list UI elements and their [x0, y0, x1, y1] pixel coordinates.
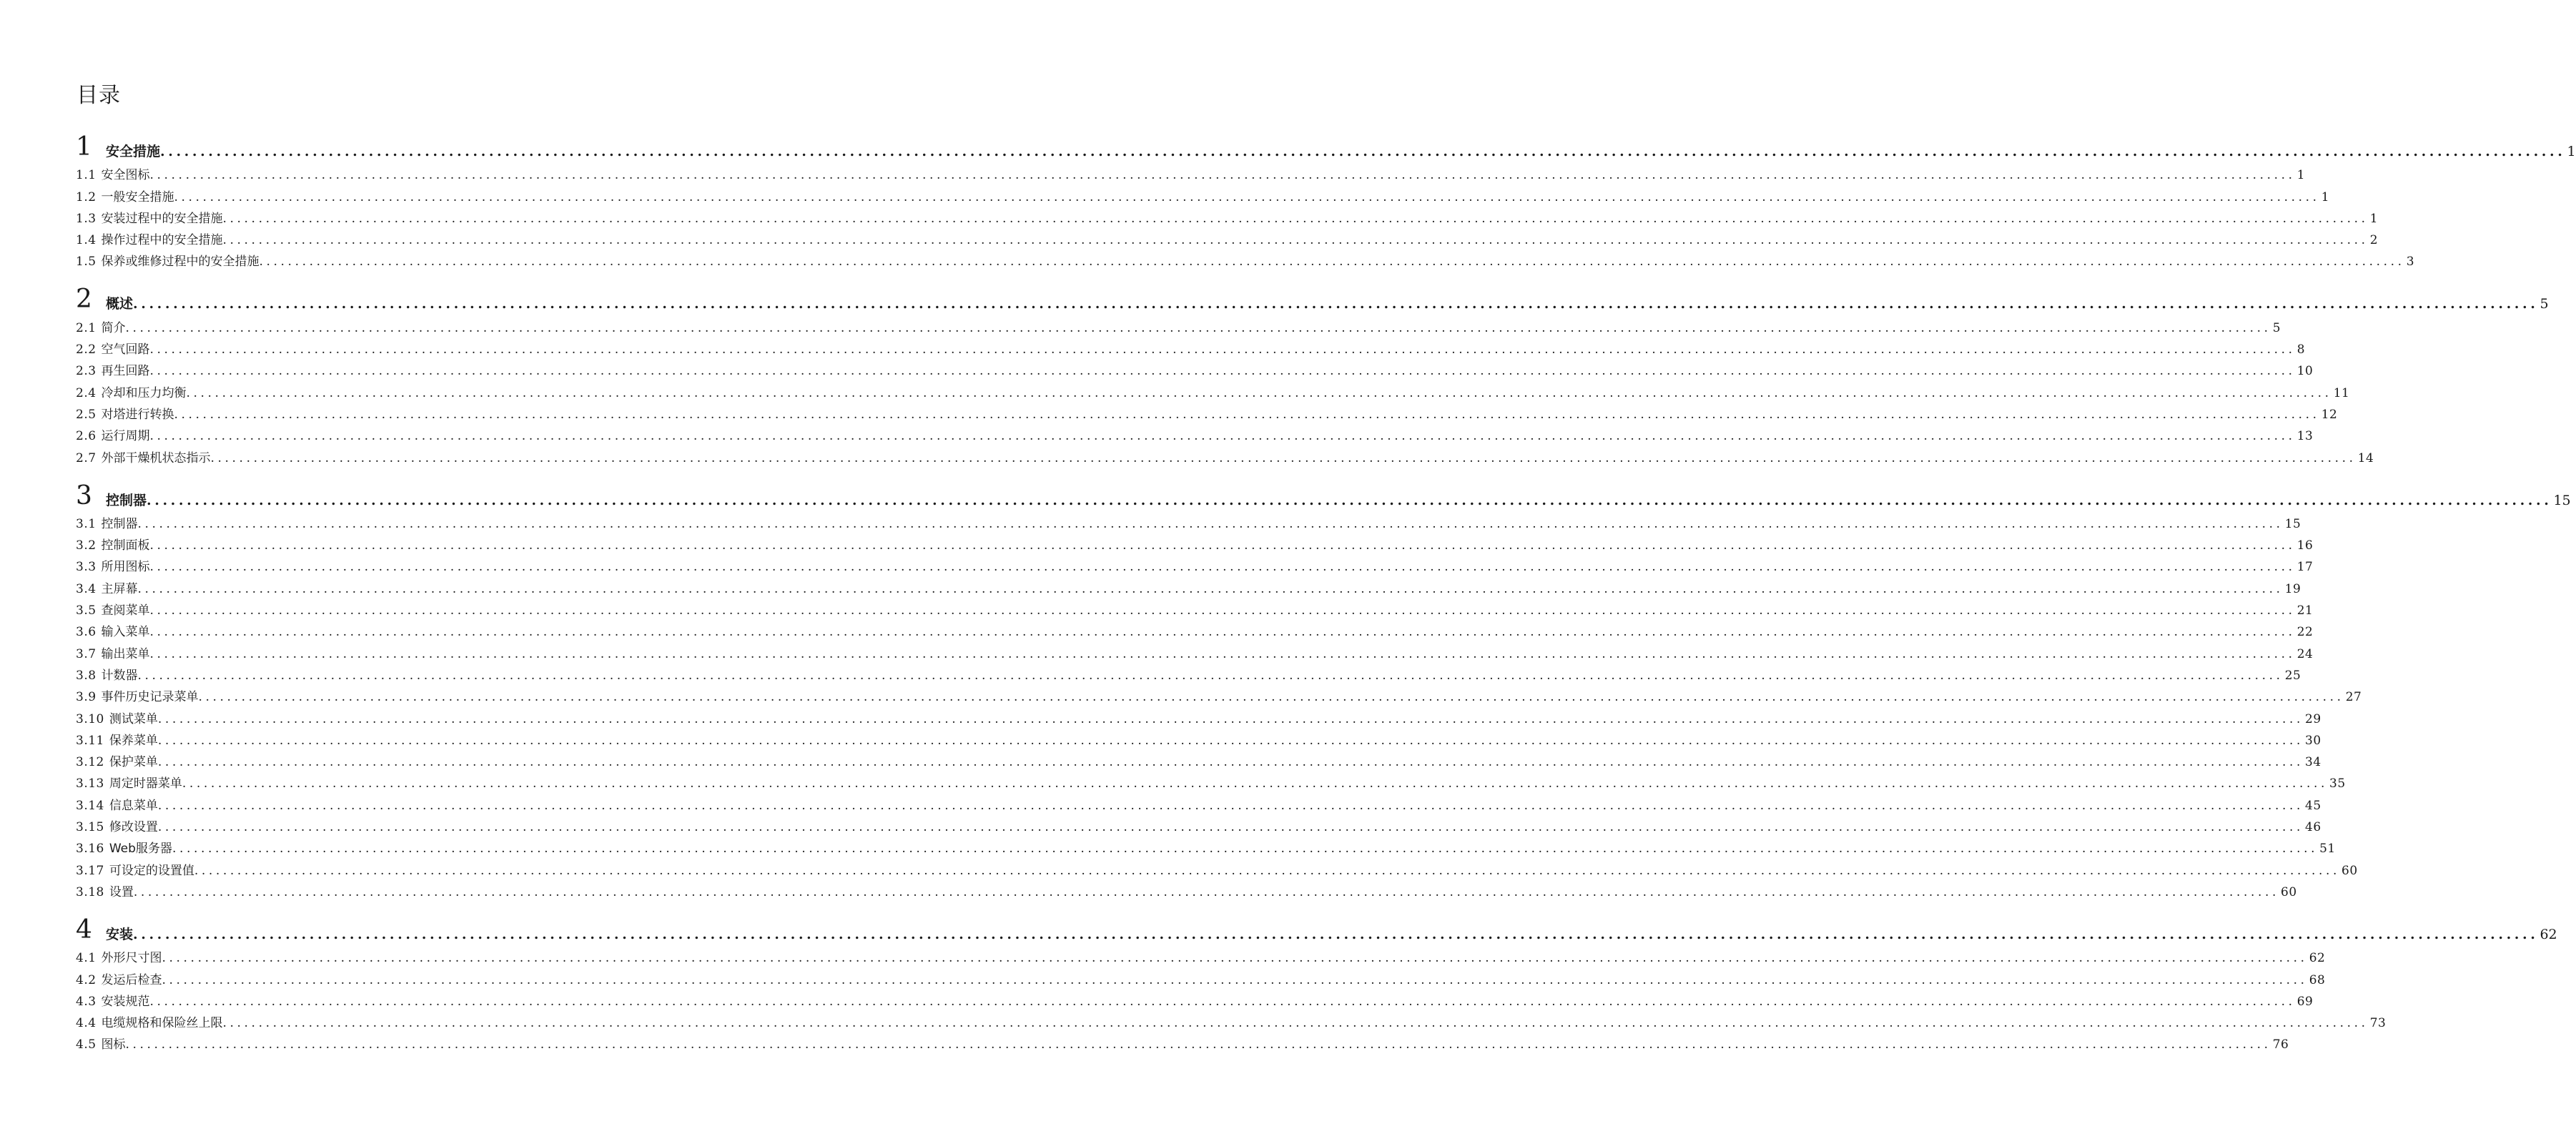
section-page-number: 73	[2369, 1016, 2387, 1031]
dot-leader: ............................................................................................................................................................................................................................................................................................................	[133, 926, 2539, 942]
section-number: 3.18	[76, 884, 104, 899]
dot-leader: ............................................................................................................................................................................................................................................................................................................	[149, 538, 2296, 553]
toc-section-entry[interactable]	[76, 553, 2314, 575]
section-number: 4.3	[76, 994, 97, 1009]
section-title: 保护菜单	[109, 755, 158, 770]
section-page-number: 69	[2296, 994, 2314, 1009]
dot-leader: ............................................................................................................................................................................................................................................................................................................	[149, 994, 2296, 1009]
dot-leader: ............................................................................................................................................................................................................................................................................................................	[160, 144, 2566, 159]
table-of-contents	[76, 120, 2576, 1052]
dot-leader: ............................................................................................................................................................................................................................................................................................................	[157, 711, 2304, 726]
dot-leader: ............................................................................................................................................................................................................................................................................................................	[259, 255, 2405, 270]
section-page-number: 30	[2305, 733, 2321, 748]
dot-leader: ............................................................................................................................................................................................................................................................................................................	[137, 516, 2284, 531]
dot-leader: ............................................................................................................................................................................................................................................................................................................	[172, 842, 2319, 857]
section-number: 4.2	[76, 972, 97, 987]
section-number: 2.5	[76, 407, 97, 422]
section-title: 信息菜单	[109, 798, 158, 813]
chapter-page-number: 1	[2567, 144, 2576, 159]
section-title: 安装过程中的安全措施	[101, 211, 223, 226]
section-page-number: 19	[2284, 581, 2301, 596]
section-number: 3.10	[76, 711, 104, 726]
section-page-number: 24	[2296, 646, 2314, 661]
section-page-number: 16	[2296, 538, 2314, 553]
section-title: 空气回路	[101, 342, 150, 358]
dot-leader: ............................................................................................................................................................................................................................................................................................................	[133, 884, 2279, 899]
chapter-number: 4	[76, 914, 92, 945]
toc-section-entry[interactable]	[76, 792, 2321, 813]
section-title: 保养菜单	[109, 733, 158, 748]
section-page-number: 8	[2296, 342, 2306, 358]
dot-leader: ............................................................................................................................................................................................................................................................................................................	[174, 189, 2320, 204]
section-page-number: 60	[2281, 884, 2297, 899]
toc-section-entry[interactable]	[76, 248, 2415, 270]
section-number: 1.2	[76, 189, 97, 204]
section-number: 4.4	[76, 1016, 97, 1031]
section-number: 4.5	[76, 1037, 97, 1052]
chapter-title: 安装	[106, 926, 134, 942]
dot-leader: ............................................................................................................................................................................................................................................................................................................	[157, 733, 2304, 748]
section-page-number: 25	[2284, 668, 2301, 683]
dot-leader: ............................................................................................................................................................................................................................................................................................................	[222, 1016, 2369, 1031]
dot-leader: ............................................................................................................................................................................................................................................................................................................	[182, 776, 2328, 792]
section-title: 控制面板	[101, 538, 150, 553]
dot-leader: ............................................................................................................................................................................................................................................................................................................	[157, 798, 2304, 813]
dot-leader: ............................................................................................................................................................................................................................................................................................................	[222, 233, 2369, 248]
chapter-title: 控制器	[106, 492, 147, 508]
toc-section-entry[interactable]	[76, 227, 2379, 248]
chapter-page-number: 15	[2553, 492, 2571, 508]
toc-section-entry[interactable]	[76, 857, 2358, 878]
toc-section-entry[interactable]	[76, 640, 2314, 661]
section-page-number: 62	[2309, 951, 2326, 966]
dot-leader: ............................................................................................................................................................................................................................................................................................................	[222, 211, 2369, 226]
section-number: 2.2	[76, 342, 97, 358]
section-page-number: 60	[2341, 863, 2358, 878]
section-page-number: 3	[2406, 255, 2415, 270]
toc-section-entry[interactable]	[76, 618, 2314, 640]
section-title: 安全图标	[101, 168, 150, 183]
section-title: 保养或维修过程中的安全措施	[101, 255, 260, 270]
section-title: 发运后检查	[101, 972, 162, 987]
toc-section-entry[interactable]	[76, 814, 2321, 835]
section-page-number: 2	[2369, 233, 2379, 248]
section-number: 3.16	[76, 842, 104, 857]
dot-leader: ............................................................................................................................................................................................................................................................................................................	[198, 690, 2344, 705]
section-title: 再生回路	[101, 364, 150, 379]
section-page-number: 5	[2272, 320, 2281, 335]
section-title: 简介	[101, 320, 126, 335]
section-page-number: 1	[2369, 211, 2379, 226]
section-title: 设置	[109, 884, 134, 899]
section-page-number: 45	[2305, 798, 2321, 813]
chapter-page-number: 62	[2540, 926, 2557, 942]
toc-section-entry[interactable]	[76, 314, 2281, 335]
dot-leader: ............................................................................................................................................................................................................................................................................................................	[137, 581, 2284, 596]
dot-leader: ............................................................................................................................................................................................................................................................................................................	[147, 492, 2552, 508]
section-title: 输入菜单	[101, 625, 150, 640]
section-title: 控制器	[101, 516, 138, 531]
dot-leader: ............................................................................................................................................................................................................................................................................................................	[186, 385, 2332, 400]
toc-section-entry[interactable]	[76, 162, 2306, 183]
chapter-number: 3	[76, 480, 92, 511]
section-number: 4.1	[76, 951, 97, 966]
section-title: 所用图标	[101, 560, 150, 575]
dot-leader: ............................................................................................................................................................................................................................................................................................................	[157, 820, 2304, 835]
section-page-number: 13	[2296, 429, 2314, 444]
toc-title: 目录	[77, 83, 121, 108]
dot-leader: ............................................................................................................................................................................................................................................................................................................	[149, 342, 2296, 358]
section-page-number: 29	[2305, 711, 2321, 726]
dot-leader: ............................................................................................................................................................................................................................................................................................................	[149, 560, 2296, 575]
section-title: 可设定的设置值	[109, 863, 194, 878]
toc-section-entry[interactable]	[76, 183, 2330, 204]
section-number: 2.7	[76, 450, 97, 465]
dot-leader: ............................................................................................................................................................................................................................................................................................................	[149, 646, 2296, 661]
section-title: 查阅菜单	[101, 603, 150, 618]
dot-leader: ............................................................................................................................................................................................................................................................................................................	[133, 296, 2539, 312]
chapter-number: 2	[76, 285, 92, 315]
section-number: 3.1	[76, 516, 97, 531]
dot-leader: ............................................................................................................................................................................................................................................................................................................	[125, 320, 2271, 335]
section-number: 2.6	[76, 429, 97, 444]
toc-chapter-entry[interactable]	[76, 272, 2549, 315]
section-page-number: 11	[2333, 385, 2350, 400]
dot-leader: ............................................................................................................................................................................................................................................................................................................	[174, 407, 2320, 422]
section-number: 3.2	[76, 538, 97, 553]
section-number: 3.12	[76, 755, 104, 770]
section-title: 输出菜单	[101, 646, 150, 661]
toc-section-entry[interactable]	[76, 444, 2374, 465]
section-page-number: 1	[2321, 189, 2330, 204]
toc-section-entry[interactable]	[76, 511, 2301, 532]
section-title: 运行周期	[101, 429, 150, 444]
section-page-number: 14	[2357, 450, 2374, 465]
toc-section-entry[interactable]	[76, 205, 2379, 227]
toc-section-entry[interactable]	[76, 966, 2326, 987]
section-title: 冷却和压力均衡	[101, 385, 187, 400]
chapter-title: 安全措施	[106, 144, 161, 159]
toc-section-entry[interactable]	[76, 532, 2314, 553]
section-page-number: 46	[2305, 820, 2321, 835]
section-page-number: 15	[2284, 516, 2301, 531]
toc-section-entry[interactable]	[76, 879, 2297, 900]
section-number: 3.11	[76, 733, 104, 748]
toc-section-entry[interactable]	[76, 1031, 2289, 1052]
section-number: 3.4	[76, 581, 97, 596]
toc-section-entry[interactable]	[76, 684, 2362, 705]
section-title: 计数器	[101, 668, 138, 683]
section-title: Web服务器	[109, 842, 172, 857]
section-number: 3.13	[76, 776, 104, 792]
section-number: 3.6	[76, 625, 97, 640]
toc-section-entry[interactable]	[76, 401, 2338, 423]
section-number: 1.1	[76, 168, 97, 183]
section-number: 1.4	[76, 233, 97, 248]
section-title: 主屏幕	[101, 581, 138, 596]
section-title: 修改设置	[109, 820, 158, 835]
dot-leader: ............................................................................................................................................................................................................................................................................................................	[149, 364, 2296, 379]
chapter-number: 1	[76, 132, 92, 162]
dot-leader: ............................................................................................................................................................................................................................................................................................................	[149, 603, 2296, 618]
dot-leader: ............................................................................................................................................................................................................................................................................................................	[125, 1037, 2271, 1052]
section-number: 3.8	[76, 668, 97, 683]
section-page-number: 12	[2321, 407, 2338, 422]
section-number: 3.17	[76, 863, 104, 878]
section-page-number: 17	[2296, 560, 2314, 575]
toc-section-entry[interactable]	[76, 662, 2301, 684]
section-page-number: 35	[2329, 776, 2346, 792]
section-title: 事件历史记录菜单	[101, 690, 199, 705]
section-number: 3.5	[76, 603, 97, 618]
dot-leader: ............................................................................................................................................................................................................................................................................................................	[194, 863, 2340, 878]
section-number: 2.4	[76, 385, 97, 400]
toc-section-entry[interactable]	[76, 770, 2346, 792]
toc-section-entry[interactable]	[76, 727, 2321, 749]
section-number: 3.15	[76, 820, 104, 835]
toc-section-entry[interactable]	[76, 945, 2326, 966]
section-number: 1.3	[76, 211, 97, 226]
toc-chapter-entry[interactable]	[76, 120, 2576, 162]
section-title: 测试菜单	[109, 711, 158, 726]
section-number: 1.5	[76, 255, 97, 270]
dot-leader: ............................................................................................................................................................................................................................................................................................................	[210, 450, 2357, 465]
toc-section-entry[interactable]	[76, 379, 2350, 400]
toc-section-entry[interactable]	[76, 423, 2314, 444]
toc-section-entry[interactable]	[76, 575, 2301, 596]
section-title: 周定时器菜单	[109, 776, 182, 792]
section-title: 电缆规格和保险丝上限	[101, 1016, 223, 1031]
section-page-number: 27	[2345, 690, 2362, 705]
toc-section-entry[interactable]	[76, 358, 2314, 379]
section-page-number: 76	[2272, 1037, 2289, 1052]
dot-leader: ............................................................................................................................................................................................................................................................................................................	[149, 168, 2296, 183]
toc-section-entry[interactable]	[76, 1010, 2387, 1031]
section-page-number: 51	[2319, 842, 2336, 857]
section-page-number: 10	[2296, 364, 2314, 379]
toc-section-entry[interactable]	[76, 988, 2314, 1010]
toc-section-entry[interactable]	[76, 336, 2306, 358]
section-number: 3.14	[76, 798, 104, 813]
section-number: 3.3	[76, 560, 97, 575]
section-title: 图标	[101, 1037, 126, 1052]
section-title: 一般安全措施	[101, 189, 174, 204]
section-page-number: 34	[2305, 755, 2321, 770]
section-page-number: 22	[2296, 625, 2314, 640]
section-page-number: 68	[2309, 972, 2326, 987]
section-number: 3.7	[76, 646, 97, 661]
chapter-title: 概述	[106, 296, 134, 312]
section-title: 对塔进行转换	[101, 407, 174, 422]
dot-leader: ............................................................................................................................................................................................................................................................................................................	[149, 625, 2296, 640]
toc-chapter-entry[interactable]	[76, 903, 2557, 945]
section-title: 外形尺寸图	[101, 951, 162, 966]
dot-leader: ............................................................................................................................................................................................................................................................................................................	[157, 755, 2304, 770]
section-title: 安装规范	[101, 994, 150, 1009]
dot-leader: ............................................................................................................................................................................................................................................................................................................	[149, 429, 2296, 444]
section-number: 2.3	[76, 364, 97, 379]
section-page-number: 21	[2296, 603, 2314, 618]
section-title: 操作过程中的安全措施	[101, 233, 223, 248]
toc-section-entry[interactable]	[76, 597, 2314, 618]
toc-section-entry[interactable]	[76, 835, 2336, 857]
section-page-number: 1	[2296, 168, 2306, 183]
toc-section-entry[interactable]	[76, 705, 2321, 726]
section-title: 外部干燥机状态指示	[101, 450, 211, 465]
dot-leader: ............................................................................................................................................................................................................................................................................................................	[162, 951, 2308, 966]
toc-chapter-entry[interactable]	[76, 469, 2571, 511]
dot-leader: ............................................................................................................................................................................................................................................................................................................	[162, 972, 2308, 987]
chapter-page-number: 5	[2540, 296, 2549, 312]
section-number: 3.9	[76, 690, 97, 705]
section-number: 2.1	[76, 320, 97, 335]
toc-section-entry[interactable]	[76, 749, 2321, 770]
dot-leader: ............................................................................................................................................................................................................................................................................................................	[137, 668, 2284, 683]
